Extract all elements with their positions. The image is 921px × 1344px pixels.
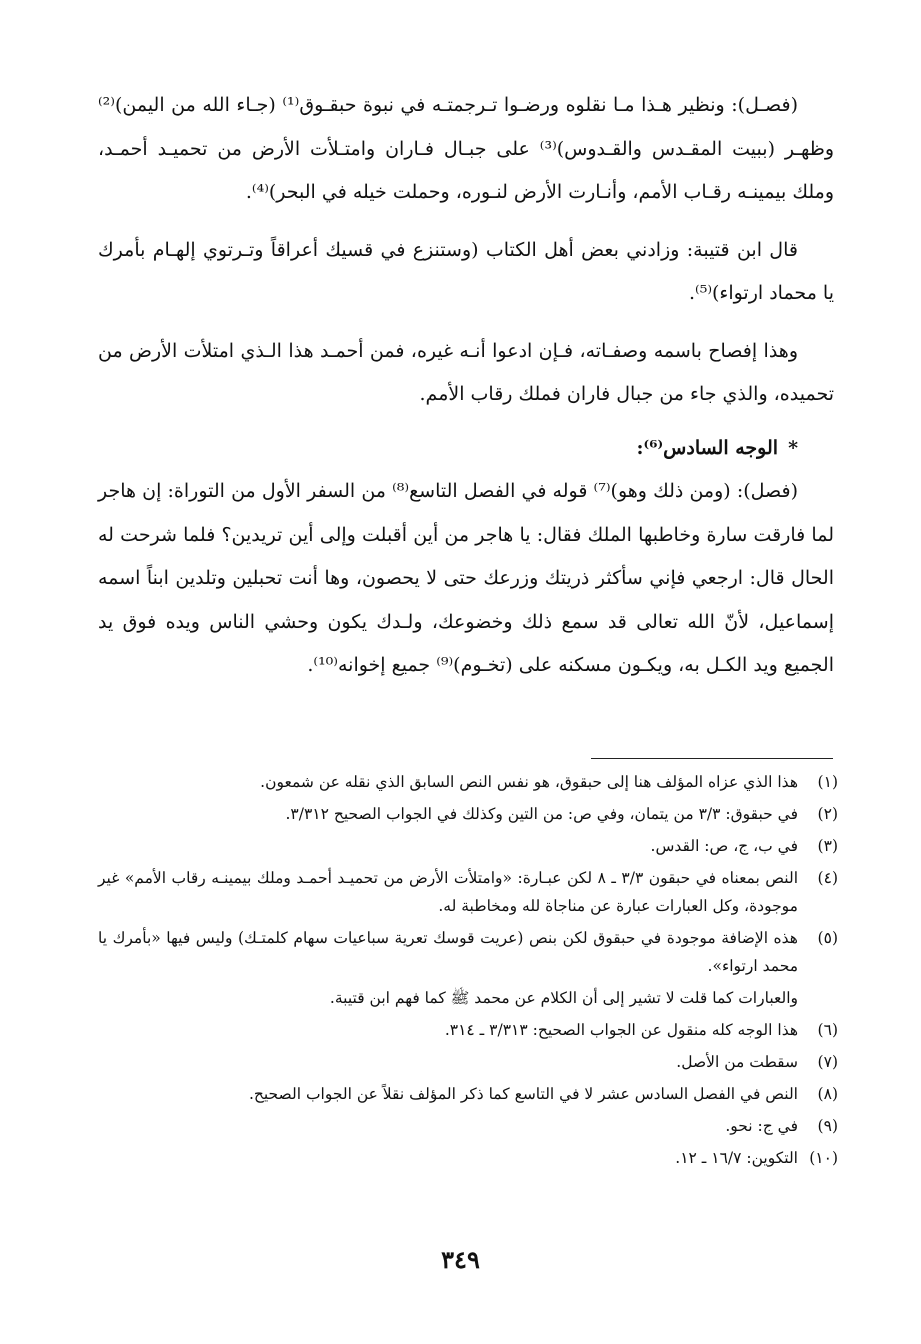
- footnote-number: (٤): [817, 869, 838, 887]
- footnote-5-continuation: والعبارات كما قلت لا تشير إلى أن الكلام عن محمد ﷺ كما فهم ابن قتيبة.: [329, 989, 798, 1007]
- section-heading-text: الوجه السادس⁽⁶⁾:: [636, 436, 779, 459]
- footnote-text: سقطت من الأصل.: [676, 1053, 798, 1071]
- footnote-number: (٣): [817, 837, 838, 855]
- footnote-number: (٢): [817, 805, 838, 823]
- paragraph-ibn-qutaybah: قال ابن قتيبة: وزادني بعض أهل الكتاب (وستنزع في قسيك أعراقاً وتـرتوي إلهـام بأمرك يا محماد ارتواء)⁽⁵⁾.: [98, 238, 834, 304]
- footnote-number: (٥): [817, 929, 838, 947]
- footnote-text: النص في الفصل السادس عشر لا في التاسع كما ذكر المؤلف نقلاً عن الجواب الصحيح.: [248, 1085, 798, 1103]
- footnote-number: (١٠): [809, 1149, 838, 1167]
- footnote-text: النص بمعناه في حبقون ٣/٣ ـ ٨ لكن عبـارة: «وامتلأت الأرض من تحميـد أحمـد وملك بيمينـه رقاب الأمم» غير موجودة، وكل العبارات عبارة عن مناجاة لله ومخاطبة له.: [98, 869, 798, 915]
- footnote-8: [98, 1080, 838, 1108]
- footnote-text: هذا الذي عزاه المؤلف هنا إلى حبقوق، هو نفس النص السابق الذي نقله عن شمعون.: [260, 773, 798, 791]
- paragraph-explanation: وهذا إفصاح باسمه وصفـاته، فـإن ادعوا أنـه غيره، فمن أحمـد هذا الـذي امتلأت الأرض من تحميده، والذي جاء من جبال فاران فملك رقاب الأمم.: [98, 339, 834, 405]
- paragraph-hagar: (فصل): (ومن ذلك وهو)⁽⁷⁾ قوله في الفصل التاسع⁽⁸⁾ من السفر الأول من التوراة: إن هاجر لما فارقت سارة وخاطبها الملك فقال: يا هاجر من أين أقبلت وإلى أين تريدين؟ فلما شرحت له الحال قال: ارجعي فإني سأكثر ذريتك وزرعك حتى لا يحصون، وها أنت تحبلين وتلدين ابناً اسمه إسماعيل، لأنّ الله تعالى قد سمع ذلك وخضوعك، ولـدك يكون وحشي الناس ويده فوق يد الجميع ويد الكـل به، ويكـون مسكنه على (تخـوم)⁽⁹⁾ جميع إخوانه⁽¹⁰⁾.: [98, 480, 834, 676]
- footnote-divider: [591, 758, 833, 759]
- footnote-9: [98, 1112, 838, 1140]
- page-number: ٣٤٩: [441, 1245, 480, 1274]
- footnote-text: في ب، ج، ص: القدس.: [650, 837, 798, 855]
- footnote-10: [98, 1144, 838, 1172]
- footnote-text: في ج: نحو.: [725, 1117, 798, 1135]
- footnote-text: هذه الإضافة موجودة في حبقوق لكن بنص (عريت قوسك تعرية سباعيات سهام كلمتـك) وليس فيها «بأمرك يا محمد ارتواء».: [98, 929, 798, 975]
- footnote-number: (٩): [817, 1117, 838, 1135]
- main-text: [98, 84, 834, 688]
- footnote-number: (١): [817, 773, 838, 791]
- footnote-7: [98, 1048, 838, 1076]
- footnote-2: [98, 800, 838, 828]
- footnote-number: (٧): [817, 1053, 838, 1071]
- footnote-number: (٨): [817, 1085, 838, 1103]
- footnote-text: التكوين: ١٦/٧ ـ ١٢.: [675, 1149, 798, 1167]
- footnote-3: [98, 832, 838, 860]
- footnote-6: [98, 1016, 838, 1044]
- footnote-text: في حبقوق: ٣/٣ من يتمان، وفي ص: من التين وكذلك في الجواب الصحيح ٣/٣١٢.: [285, 805, 798, 823]
- paragraph-prophecy-habakkuk: (فصـل): ونظير هـذا مـا نقلوه ورضـوا تـرجمتـه في نبوة حبقـوق⁽¹⁾ (جـاء الله من اليمن)⁽²⁾ وظهـر (ببيت المقـدس والقـدوس)⁽³⁾ على جبـال فـاران وامتـلأت الأرض من تحميـد أحمـد، وملك بيمينـه رقـاب الأمم، وأنـارت الأرض لنـوره، وحملت خيله في البحر)⁽⁴⁾.: [98, 94, 834, 203]
- footnote-number: (٦): [817, 1021, 838, 1039]
- section-heading: [98, 427, 834, 471]
- footnote-5: [98, 924, 838, 980]
- footnotes-list: [98, 768, 838, 1176]
- footnote-text: هذا الوجه كله منقول عن الجواب الصحيح: ٣/٣١٣ ـ ٣١٤.: [444, 1021, 798, 1039]
- footnote-4: [98, 864, 838, 920]
- star-bullet-icon: *: [788, 436, 798, 459]
- footnote-1: [98, 768, 838, 796]
